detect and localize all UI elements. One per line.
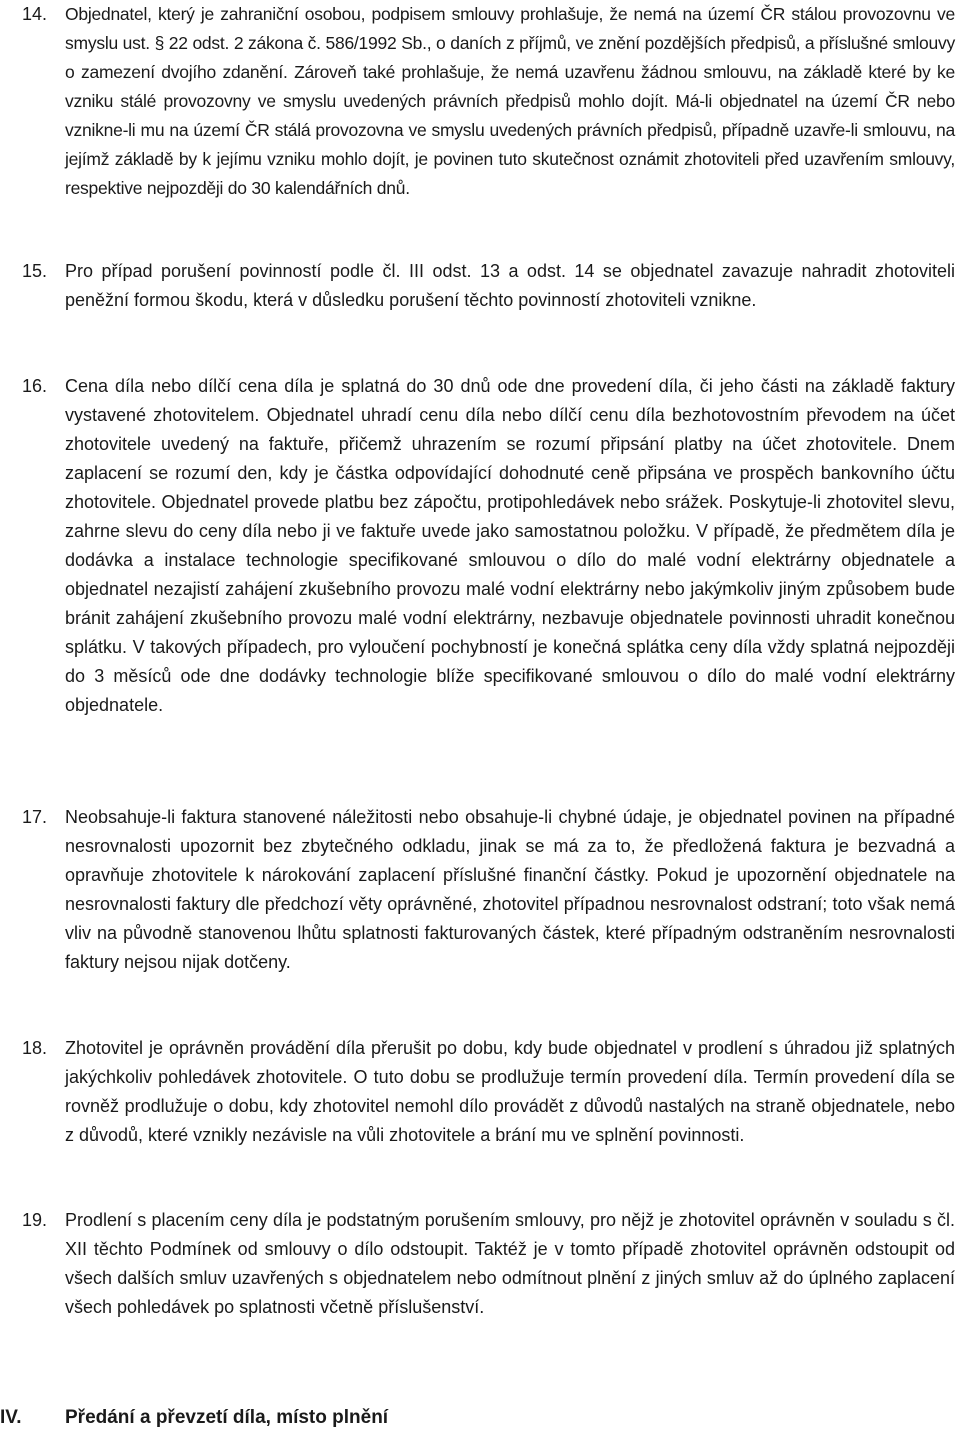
clause-text: Zhotovitel je oprávněn provádění díla přerušit po dobu, kdy bude objednatel v prodlení s úhradou již splatných jakýchkoliv pohledávek zhotovitele. O tuto dobu se prodlužuje termín provedení díla. Termín provedení díla se rovněž prodlužuje o dobu, kdy zhotovitel nemohl dílo provádět z důvodů nastalých na straně objednatele, nebo z důvodů, které vznikly nezávisle na vůli zhotovitele a brání mu ve splnění povinnosti. xyxy=(65,1038,955,1145)
clause-text: Neobsahuje-li faktura stanovené náležitosti nebo obsahuje-li chybné údaje, je objednatel povinen na případné nesrovnalosti upozornit bez zbytečného odkladu, jinak se má za to, že předložená faktura je bezvadná a opravňuje zhotovitele k nárokování zaplacení příslušné finanční částky. Pokud je upozornění objednatele na nesrovnalosti faktury dle předchozí věty oprávněné, zhotovitel případnou nesrovnalost odstraní; toto však nemá vliv na původně stanovenou lhůtu splatnosti fakturovaných částek, které případným odstraněním nesrovnalosti faktury nejsou nijak dotčeny. xyxy=(65,807,955,972)
clause-number: 16. xyxy=(22,376,48,396)
clause-text: Objednatel, který je zahraniční osobou, podpisem smlouvy prohlašuje, že nemá na území ČR stálou provozovnu ve smyslu ust. § 22 odst. 2 zákona č. 586/1992 Sb., o daních z příjmů, ve znění pozdějších předpisů, a příslušné smlouvy o zamezení dvojího zdanění. Zároveň také prohlašuje, že nemá uzavřenu žádnou smlouvu, na základě které by ke vzniku stálé provozovny ve smyslu uvedených právních předpisů mohlo dojít. Má-li objednatel na území ČR nebo vznikne-li mu na území ČR stálá provozovna ve smyslu uvedených právních předpisů, případně uzavře-li smlouvu, na jejímž základě by k jejímu vzniku mohlo dojít, je povinen tuto skutečnost oznámit zhotoviteli před uzavřením smlouvy, respektive nejpozději do 30 kalendářních dnů. xyxy=(65,4,955,198)
clause-number: 17. xyxy=(22,807,48,827)
section-number: IV. xyxy=(0,1407,22,1428)
clause-number: 15. xyxy=(22,261,48,281)
clause-text: Prodlení s placením ceny díla je podstatným porušením smlouvy, pro nějž je zhotovitel oprávněn v souladu s čl. XII těchto Podmínek od smlouvy o dílo odstoupit. Taktéž je v tomto případě zhotovitel oprávněn odstoupit od všech dalších smluv uzavřených s objednatelem nebo odmítnout plnění z jiných smluv až do úplného zaplacení všech pohledávek po splatnosti včetně příslušenství. xyxy=(65,1210,955,1317)
clause-number: 14. xyxy=(22,4,48,24)
clause-number: 19. xyxy=(22,1210,48,1230)
clause-text: Pro případ porušení povinností podle čl. III odst. 13 a odst. 14 se objednatel zavazuje nahradit zhotoviteli peněžní formou škodu, která v důsledku porušení těchto povinností zhotoviteli vznikne. xyxy=(65,261,955,310)
clause-text: Cena díla nebo dílčí cena díla je splatná do 30 dnů ode dne provedení díla, či jeho části na základě faktury vystavené zhotovitelem. Objednatel uhradí cenu díla nebo dílčí cenu díla bezhotovostním převodem na účet zhotovitele uvedený na faktuře, přičemž uhrazením se rozumí připsání platby na účet zhotovitele. Dnem zaplacení se rozumí den, kdy je částka odpovídající dohodnuté ceně připsána ve prospěch bankovního účtu zhotovitele. Objednatel provede platbu bez zápočtu, protipohledávek nebo srážek. Poskytuje-li zhotovitel slevu, zahrne slevu do ceny díla nebo ji ve faktuře uvede jako samostatnou položku. V případě, že předmětem díla je dodávka a instalace technologie specifikované smlouvou o dílo do malé vodní elektrárny objednatele a objednatel nezajistí zahájení zkušebního provozu malé vodní elektrárny nebo jakýmkoliv jiným způsobem bude bránit zahájení zkušebního provozu malé vodní elektrárny, nezbavuje objednatele povinnosti uhradit konečnou splátku. V takových případech, pro vyloučení pochybností je konečná splátka ceny díla vždy splatná nejpozději do 3 měsíců ode dne dodávky technologie blíže specifikované smlouvou o dílo do malé vodní elektrárny objednatele. xyxy=(65,376,955,715)
clause-number: 18. xyxy=(22,1038,48,1058)
section-title: Předání a převzetí díla, místo plnění xyxy=(65,1407,389,1428)
